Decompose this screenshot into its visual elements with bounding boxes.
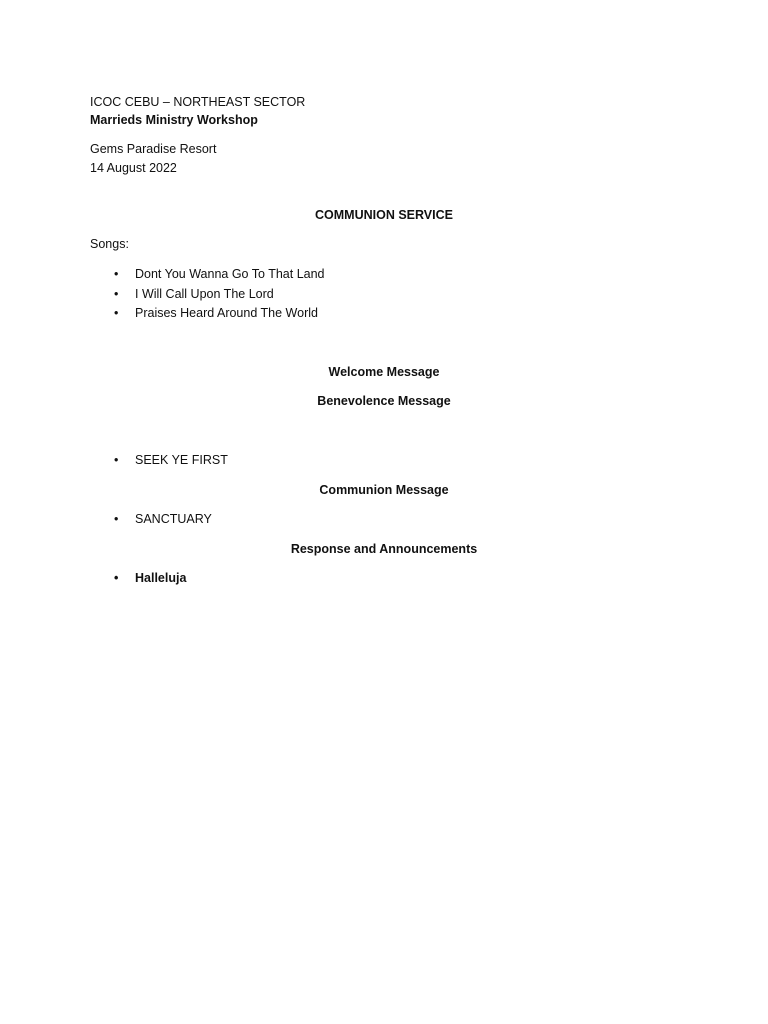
list-item — [90, 307, 325, 327]
song-title: Praises Heard Around The World — [135, 306, 318, 321]
venue: Gems Paradise Resort — [90, 142, 217, 156]
event-title: Marrieds Ministry Workshop — [90, 113, 258, 127]
bullet-icon: • — [114, 512, 119, 526]
list-item — [90, 454, 228, 467]
list-item — [90, 572, 186, 585]
song-title: I Will Call Upon The Lord — [135, 286, 274, 301]
song-title: SANCTUARY — [135, 512, 212, 526]
list-item — [90, 268, 325, 288]
response-heading: Response and Announcements — [290, 542, 478, 556]
song-title: Halleluja — [135, 571, 187, 585]
songs-label: Songs: — [90, 237, 129, 251]
welcome-heading: Welcome Message — [328, 365, 440, 379]
bullet-icon: • — [114, 267, 119, 281]
song-title: SEEK YE FIRST — [135, 453, 228, 467]
songs-list — [90, 268, 325, 327]
org-name: ICOC CEBU – NORTHEAST SECTOR — [90, 95, 306, 109]
list-item — [90, 288, 325, 308]
song-title: Dont You Wanna Go To That Land — [135, 267, 325, 281]
event-date: 14 August 2022 — [90, 161, 177, 175]
bullet-icon: • — [114, 306, 119, 321]
benevolence-heading: Benevolence Message — [317, 394, 451, 408]
bullet-icon: • — [114, 571, 119, 585]
bullet-icon: • — [114, 453, 119, 467]
communion-heading: Communion Message — [319, 483, 449, 497]
bullet-icon: • — [114, 286, 119, 301]
list-item — [90, 513, 212, 526]
program-title: COMMUNION SERVICE — [315, 208, 453, 222]
